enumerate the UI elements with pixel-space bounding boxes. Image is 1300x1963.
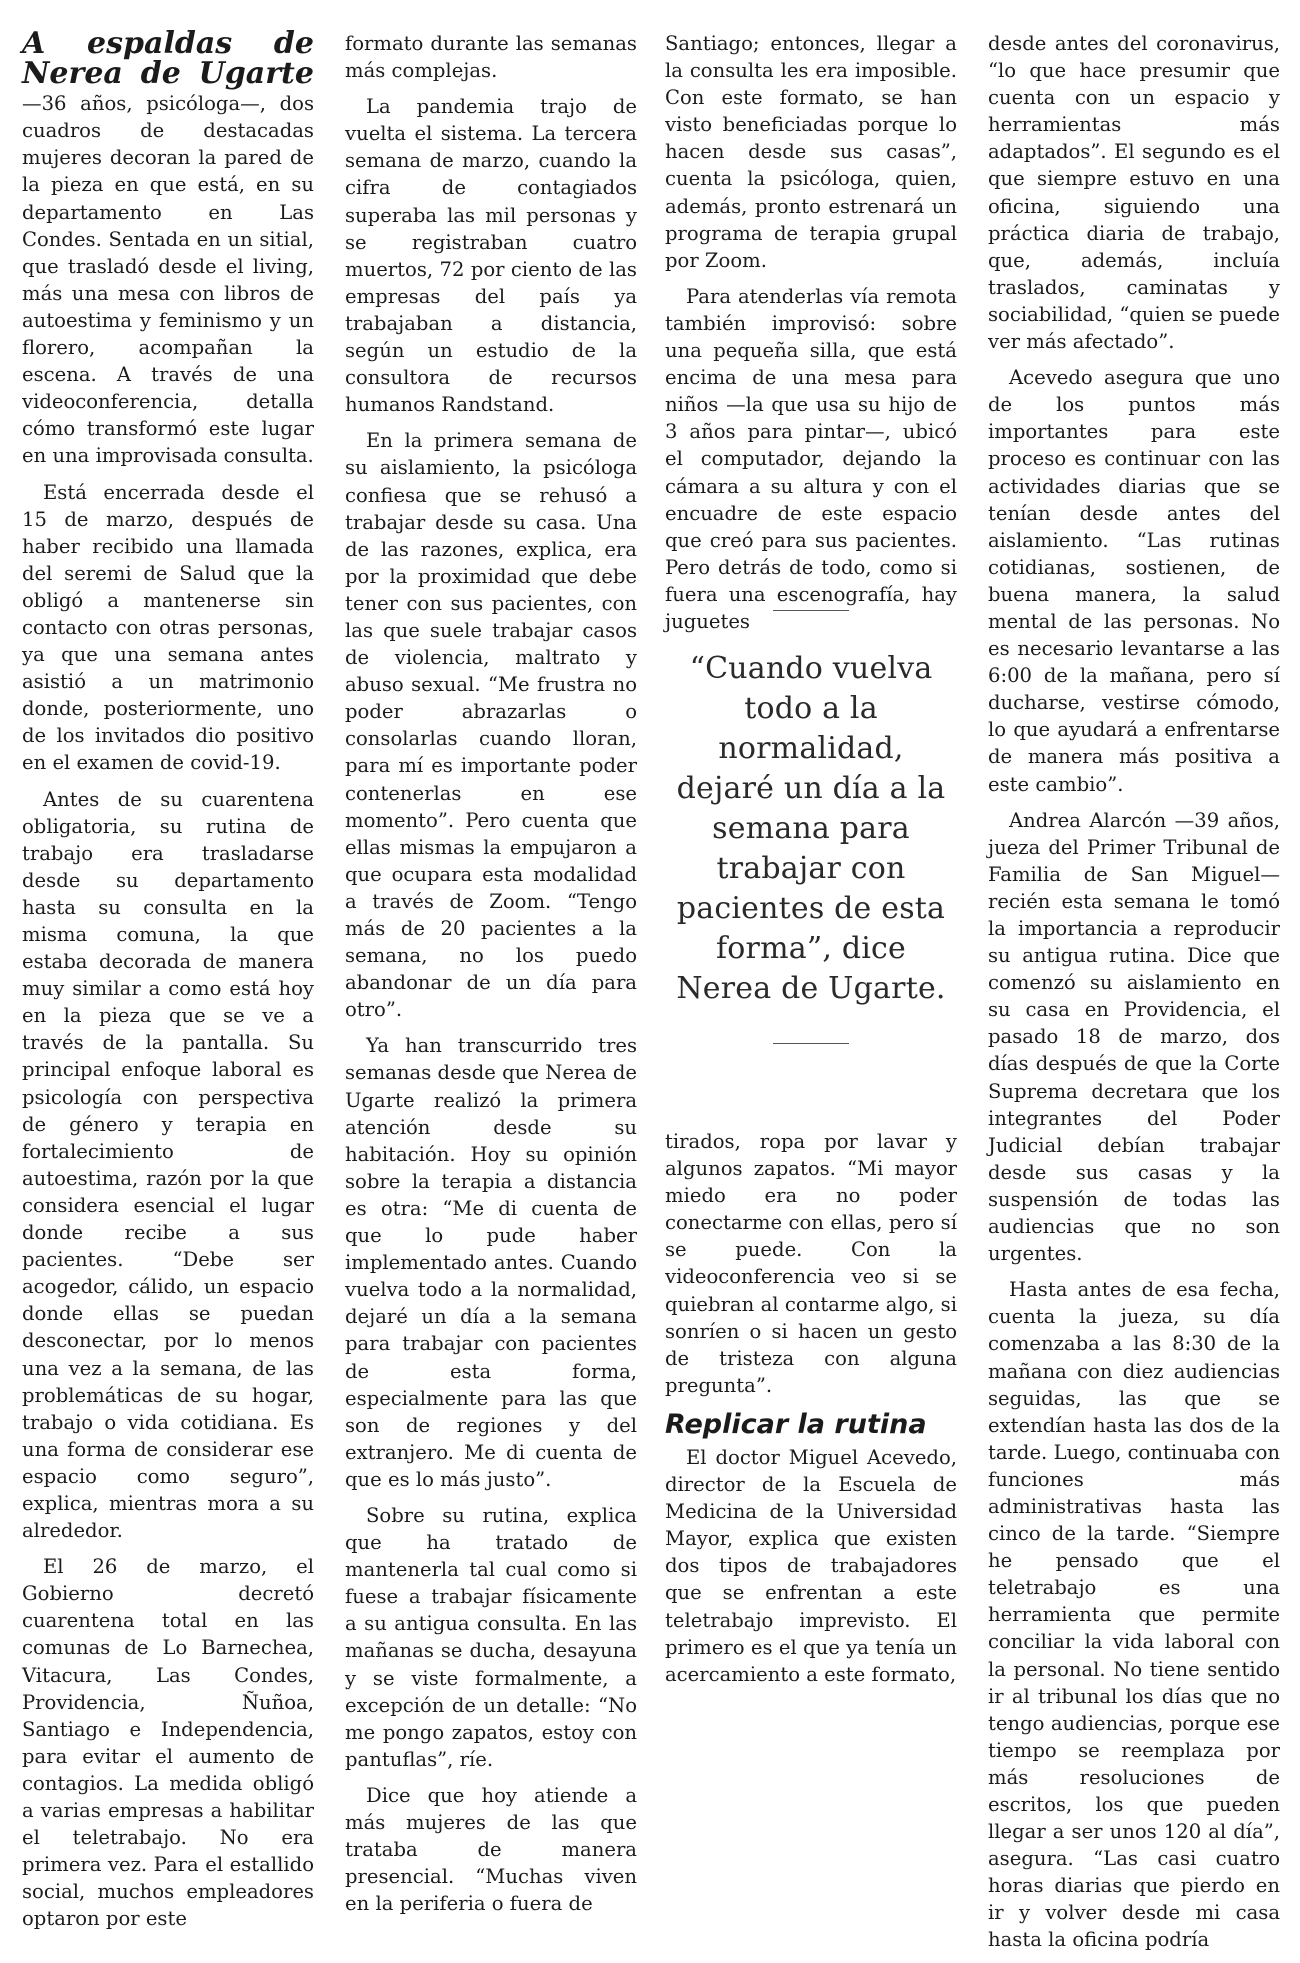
paragraph: tirados, ropa por lavar y algunos zapatos. “Mi mayor miedo era no poder conectarme con ellas, pero sí se puede. Con la videoconferencia veo si se quiebran al contarme algo, si sonríen o si hacen un gesto de tristeza con alguna pregunta”. bbox=[665, 1130, 957, 1397]
column-1 bbox=[22, 26, 314, 1941]
lead-text: —36 años, psicóloga—, dos cuadros de destacadas mujeres decoran la pared de la pieza en que está, en su departamento en Las Condes. Sentada en un sitial, que trasladó desde el living, más una mesa con libros de autoestima y feminismo y un florero, acompañan la escena. A través de una videoconferencia, detalla cómo transformó este lugar en una improvisada consulta. bbox=[22, 92, 314, 468]
lead-paragraph bbox=[22, 26, 314, 470]
paragraph: Está encerrada desde el 15 de marzo, después de haber recibido una llamada del seremi de Salud que la obligó a mantenerse sin contacto con otras personas, ya que una semana antes asistió a un matrimonio donde, posteriormente, uno de los invitados dio positivo en el examen de covid-19. bbox=[22, 480, 314, 775]
pull-quote bbox=[665, 610, 957, 1044]
paragraph: Antes de su cuarentena obligatoria, su rutina de trabajo era trasladarse desde su departamento hasta su consulta en la misma comuna, la que estaba decorada de manera muy similar a como está hoy en la pieza que se ve a través de la pantalla. Su principal enfoque laboral es psicología con perspectiva de género y terapia en fortalecimiento de autoestima, razón por la que considera esencial el lugar donde recibe a sus pacientes. “Debe ser acogedor, cálido, un espacio donde ellas se puedan desconectar, por lo menos una vez a la semana, de las problemáticas de su hogar, trabajo o vida cotidiana. Es una forma de considerar ese espacio como seguro”, explica, mientras mora a su alrededor. bbox=[22, 787, 314, 1543]
paragraph: Para atenderlas vía remota también improvisó: sobre una pequeña silla, que está encima de una mesa para niños —la que usa su hijo de 3 años para pintar—, ubicó el computador, dejando la cámara a su altura y con el encuadre de este espacio que creó para sus pacientes. Pero detrás de todo, como si fuera una escenografía, hay juguetes bbox=[665, 284, 957, 633]
paragraph: Santiago; entonces, llegar a la consulta les era imposible. Con este formato, se han visto beneficiadas porque lo hacen desde sus casas”, cuenta la psicóloga, quien, además, pronto estrenará un programa de terapia grupal por Zoom. bbox=[665, 32, 957, 272]
paragraph: desde antes del coronavirus, “lo que hace presumir que cuenta con un espacio y herramientas más adaptados”. El segundo es el que siempre estuvo en una oficina, siguiendo una práctica diaria de trabajo, que, además, incluía traslados, caminatas y sociabilidad, “quien se puede ver más afectado”. bbox=[988, 32, 1281, 354]
section-title: Replicar la rutina bbox=[665, 1408, 927, 1440]
column-2 bbox=[345, 30, 637, 1926]
article-headline: A espaldas de Nerea de Ugarte bbox=[22, 26, 314, 92]
paragraph: formato durante las semanas más complejas. bbox=[345, 32, 637, 83]
paragraph: Acevedo asegura que uno de los puntos más importantes para este proceso es continuar con las actividades diarias que se tenían desde antes del aislamiento. “Las rutinas cotidianas, sostienen, de buena manera, la salud mental de las personas. No es necesario levantarse a las 6:00 de la mañana, pero sí ducharse, vestirse cómodo, lo que ayudará a enfrentarse de manera más positiva a este cambio”. bbox=[988, 366, 1280, 796]
column-4 bbox=[988, 30, 1280, 1963]
pull-quote-text: “Cuando vuelva todo a la normalidad, dejaré un día a la semana para trabajar con pacientes de esta forma”, dice Nerea de Ugarte. bbox=[676, 651, 946, 1006]
paragraph: Ya han transcurrido tres semanas desde que Nerea de Ugarte realizó la primera atención desde su habitación. Hoy su opinión sobre la terapia a distancia es otra: “Me di cuenta de que lo pude haber implementado antes. Cuando vuelva todo a la normalidad, dejaré un día a la semana para trabajar con pacientes de esta forma, especialmente para las que son de regiones y del extranjero. Me di cuenta de que es lo más justo”. bbox=[345, 1034, 637, 1491]
quote-rule-top bbox=[773, 610, 849, 611]
paragraph: El doctor Miguel Acevedo, director de la Escuela de Medicina de la Universidad Mayor, explica que existen dos tipos de trabajadores que se enfrentan a este teletrabajo imprevisto. El primero es el que ya tenía un acercamiento a este formato, bbox=[665, 1445, 957, 1686]
paragraph: El 26 de marzo, el Gobierno decretó cuarentena total en las comunas de Lo Barnechea, Vitacura, Las Condes, Providencia, Ñuñoa, Santiago e Independencia, para evitar el aumento de contagios. La medida obligó a varias empresas a habilitar el teletrabajo. No era primera vez. Para el estallido social, muchos empleadores optaron por este bbox=[22, 1555, 314, 1931]
paragraph: La pandemia trajo de vuelta el sistema. La tercera semana de marzo, cuando la cifra de contagiados superaba las mil personas y se registraban cuatro muertos, 72 por ciento de las empresas del país ya trabajaban a distancia, según un estudio de la consultora de recursos humanos Randstand. bbox=[345, 95, 637, 417]
paragraph: En la primera semana de su aislamiento, la psicóloga confiesa que se rehusó a trabajar desde su casa. Una de las razones, explica, era por la proximidad que debe tener con sus pacientes, con las que suele trabajar casos de violencia, maltrato y abuso sexual. “Me frustra no poder abrazarlas o consolarlas cuando lloran, para mí es importante poder contenerlas en ese momento”. Pero cuenta que ellas mismas la empujaron a que ocupara esta modalidad a través de Zoom. “Tengo más de 20 pacientes a la semana, no los puedo abandonar de un día para otro”. bbox=[345, 429, 637, 1022]
paragraph: Andrea Alarcón —39 años, jueza del Primer Tribunal de Familia de San Miguel— recién esta semana le tomó la importancia a reproducir su antigua rutina. Dice que comenzó su aislamiento en su casa en Providencia, el pasado 18 de marzo, dos días después de que la Corte Suprema decretara que los integrantes del Poder Judicial debían trabajar desde sus casas y la suspensión de todas las audiencias que no son urgentes. bbox=[988, 808, 1280, 1266]
paragraph: Sobre su rutina, explica que ha tratado de mantenerla tal cual como si fuese a trabajar físicamente a su antigua consulta. En las mañanas se ducha, desayuna y se viste formalmente, a excepción de un detalle: “No me pongo zapatos, estoy con pantuflas”, ríe. bbox=[345, 1503, 637, 1771]
column-3-bottom bbox=[665, 1128, 957, 1697]
quote-rule-bottom bbox=[773, 1043, 849, 1044]
paragraph: Hasta antes de esa fecha, cuenta la jueza, su día comenzaba a las 8:30 de la mañana con diez audiencias seguidas, las que se extendían hasta las dos de la tarde. Luego, continuaba con funciones más administrativas hasta las cinco de la tarde. “Siempre he pensado que el teletrabajo es una herramienta que permite conciliar la vida laboral con la personal. No tiene sentido ir al tribunal los días que no tengo audiencias, porque ese tiempo se reemplaza por más resoluciones de escritos, los que pueden llegar a ser unos 120 al día”, asegura. “Las casi cuatro horas diarias que pierdo en ir y volver desde mi casa hasta la oficina podría bbox=[988, 1278, 1280, 1952]
column-3-top bbox=[665, 30, 957, 644]
paragraph: Dice que hoy atiende a más mujeres de las que trataba de manera presencial. “Muchas viven en la periferia o fuera de bbox=[345, 1783, 637, 1916]
